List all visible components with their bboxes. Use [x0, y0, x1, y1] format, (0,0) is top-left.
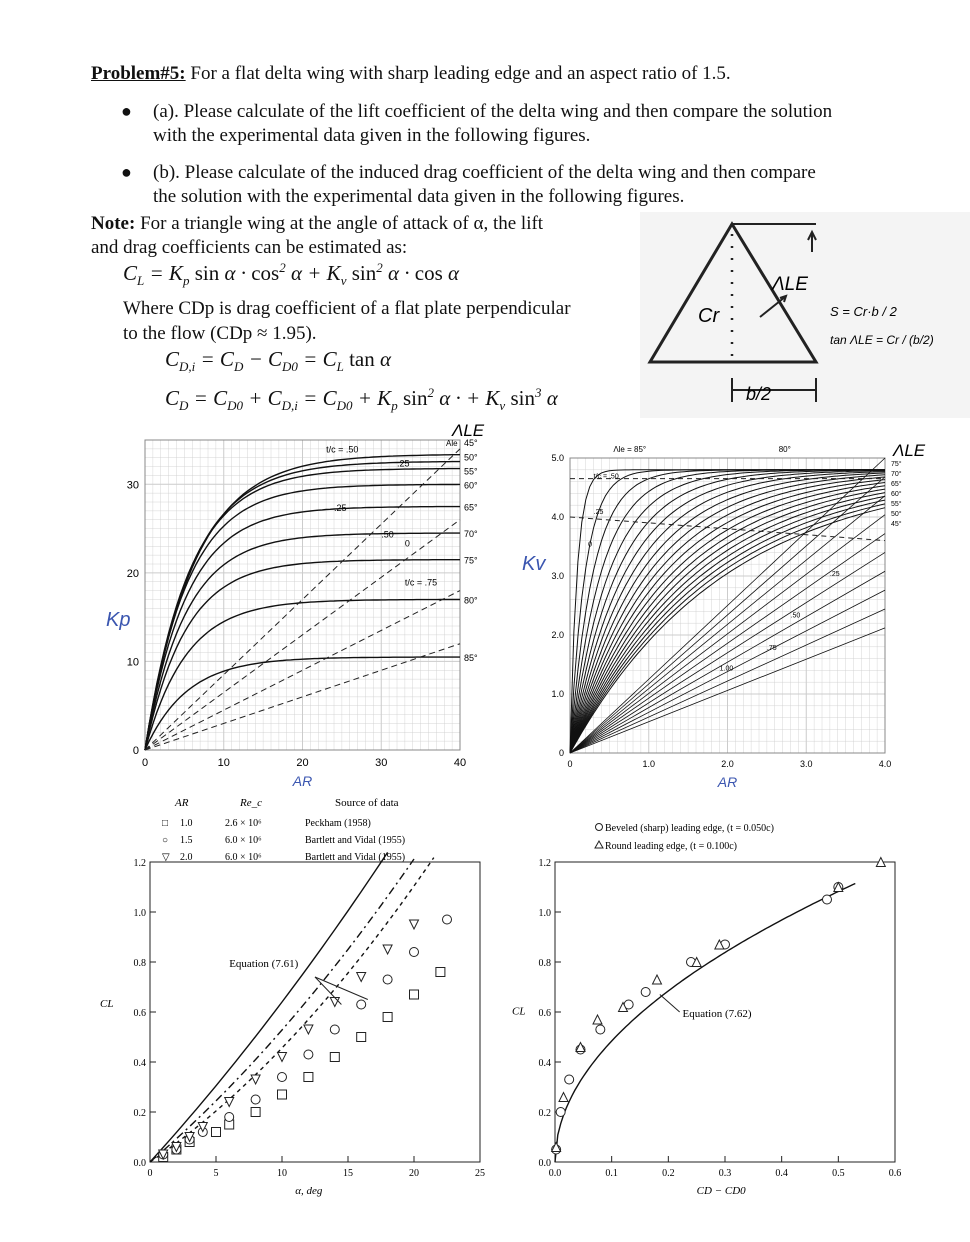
- where-line1: Where CDp is drag coefficient of a flat plate perpendicular: [123, 298, 571, 319]
- data-point: [593, 1015, 602, 1024]
- x-tick-label: 0.2: [662, 1168, 675, 1179]
- cl-drag-polar-chart: [510, 805, 915, 1197]
- data-point: [823, 895, 832, 904]
- equation-cd: $C_D = C_{D0} + C_{D,i} = C_{D0} + K_p$ $\sin^2 \alpha$ · + $K_v$ $\sin^3 \alpha$: [165, 385, 558, 414]
- legend-title: ΛLE: [452, 421, 485, 440]
- kv-series-label: 55°: [891, 501, 902, 508]
- x-tick-label: 0: [567, 759, 573, 769]
- data-point: [225, 1113, 234, 1122]
- kp-annotation: .50: [381, 529, 394, 540]
- problem-label: Problem#5:: [91, 63, 186, 84]
- data-point: [443, 915, 452, 924]
- y-axis-label: Kv: [522, 553, 546, 576]
- kv-series-label: 70°: [891, 471, 902, 478]
- table-re: 6.0 × 10⁶: [225, 835, 262, 846]
- x-tick-label: 4.0: [878, 759, 892, 769]
- bullet-dot-b: ●: [121, 162, 132, 182]
- x-tick-label: 2.0: [721, 759, 734, 769]
- kp-series-label: 65°: [464, 502, 478, 513]
- table-ar: 1.0: [180, 818, 193, 829]
- y-tick-label: 3.0: [551, 571, 564, 581]
- annotation-arrow: [315, 977, 341, 1005]
- table-header: Re_c: [240, 797, 262, 809]
- data-point: [410, 920, 419, 929]
- x-tick-label: 10: [277, 1168, 287, 1179]
- y-tick-label: 4.0: [551, 512, 564, 522]
- x-axis-label: AR: [292, 773, 313, 789]
- table-symbol: ○: [162, 835, 169, 846]
- x-tick-label: 3.0: [799, 759, 813, 769]
- data-point: [357, 1033, 366, 1042]
- half-span-label: b/2: [746, 384, 772, 404]
- data-point: [304, 1073, 313, 1082]
- y-tick-label: 1.0: [133, 908, 146, 919]
- table-source: Peckham (1958): [305, 818, 371, 829]
- data-point: [565, 1075, 574, 1084]
- table-re: 2.6 × 10⁶: [225, 818, 262, 829]
- data-point: [410, 990, 419, 999]
- data-point: [559, 1093, 568, 1102]
- note-label: Note:: [91, 213, 136, 234]
- y-tick-label: 30: [126, 479, 139, 492]
- x-tick-label: 10: [217, 757, 230, 769]
- x-tick-label: 30: [375, 757, 388, 769]
- x-tick-label: 15: [343, 1168, 353, 1179]
- kp-series-label: 55°: [464, 466, 478, 477]
- cr-label: Cr: [698, 305, 720, 327]
- x-tick-label: 40: [453, 757, 467, 769]
- x-tick-label: 0.4: [775, 1168, 788, 1179]
- table-header: Source of data: [335, 797, 399, 809]
- data-point: [357, 973, 366, 982]
- legend-circle-icon: [596, 824, 603, 831]
- bullet-b-line1: (b). Please calculate of the induced drag coefficient of the delta wing and then compare: [153, 162, 816, 183]
- kp-series-label: 50°: [464, 452, 478, 463]
- table-ar: 1.5: [180, 835, 193, 846]
- kv-series-label: 75°: [891, 461, 902, 468]
- x-tick-label: 0.5: [832, 1168, 845, 1179]
- y-tick-label: 1.2: [538, 858, 551, 869]
- x-tick-label: 0.0: [548, 1168, 562, 1179]
- kv-chart: [520, 420, 945, 790]
- table-source: Bartlett and Vidal (1955): [305, 835, 406, 846]
- sketch-background: [640, 212, 970, 418]
- data-point: [556, 1108, 565, 1117]
- kp-series-label: 80°: [464, 595, 478, 606]
- legend-subtitle: Ale: [446, 439, 458, 448]
- data-point: [383, 945, 392, 954]
- data-point: [383, 975, 392, 984]
- kv-annotation: .50: [790, 612, 801, 620]
- x-tick-label: 0: [141, 757, 149, 769]
- data-point: [410, 948, 419, 957]
- equation-cl: $C_L = K_p$ $\sin \alpha \cdot \cos^2 \alpha + K_v$ $\sin^2 \alpha \cdot \cos \alpha$: [123, 260, 460, 289]
- data-point: [304, 1050, 313, 1059]
- table-source: Bartlett and Vidal (1955): [305, 852, 406, 863]
- y-tick-label: 10: [126, 656, 139, 669]
- table-symbol: □: [162, 818, 169, 829]
- x-axis-label: CD − CD0: [696, 1185, 746, 1197]
- y-tick-label: 0.8: [538, 958, 551, 969]
- kv-series-label: 60°: [891, 491, 902, 498]
- kv-series-label: 65°: [891, 481, 902, 488]
- data-point: [436, 968, 445, 977]
- x-tick-label: 1.0: [642, 759, 656, 769]
- data-point: [596, 1025, 605, 1034]
- table-re: 6.0 × 10⁶: [225, 852, 262, 863]
- table-ar: 2.0: [180, 852, 193, 863]
- y-tick-label: 2.0: [551, 630, 564, 640]
- kv-annotation: .75: [766, 644, 777, 652]
- tan-formula: tan ΛLE = Cr / (b/2): [830, 333, 934, 347]
- kp-series-label: 75°: [464, 555, 478, 566]
- x-axis-label: AR: [717, 774, 738, 790]
- legend-item: Beveled (sharp) leading edge, (t = 0.050c): [605, 823, 774, 834]
- y-tick-label: 0.6: [538, 1008, 551, 1019]
- table-header: AR: [175, 797, 189, 809]
- data-point: [330, 1025, 339, 1034]
- equation-cdi: $C_{D,i} = C_D - C_{D0} = C_L$ tan α: [165, 347, 392, 375]
- x-tick-label: 0: [147, 1168, 153, 1179]
- y-tick-label: 0.2: [133, 1108, 146, 1119]
- kp-annotation: 0: [404, 538, 410, 549]
- equation-annotation: Equation (7.62): [682, 1008, 752, 1020]
- legend-triangle-icon: [595, 841, 603, 848]
- x-tick-label: 0.1: [605, 1168, 618, 1179]
- table-symbol: ▽: [162, 852, 170, 863]
- note-line1: [91, 212, 543, 236]
- delta-wing-sketch: [640, 212, 970, 418]
- kv-annotation: .25: [829, 571, 840, 578]
- data-point: [278, 1053, 287, 1062]
- legend-item: Round leading edge, (t = 0.100c): [605, 841, 737, 852]
- kv-top-label: Λle = 85°: [613, 445, 647, 454]
- y-tick-label: 0.0: [538, 1158, 551, 1169]
- kv-annotation: t/c = .50: [593, 473, 619, 481]
- problem-title-line: [91, 62, 731, 86]
- kv-annotation: 1.00: [719, 665, 734, 673]
- bullet-dot-a: ●: [121, 101, 132, 121]
- sweep-label: ΛLE: [772, 274, 808, 295]
- data-point: [212, 1128, 221, 1137]
- bullet-a-line1: (a). Please calculate of the lift coefficient of the delta wing and then compare the solution: [153, 101, 833, 122]
- x-tick-label: 5: [213, 1168, 219, 1179]
- note-line2: and drag coefficients can be estimated as:: [91, 237, 408, 258]
- kv-annotation: 0: [588, 541, 593, 549]
- cl-alpha-chart: [100, 792, 520, 1197]
- equation-annotation: Equation (7.61): [229, 958, 299, 970]
- kp-chart: [100, 420, 500, 789]
- y-tick-label: 1.0: [551, 689, 564, 699]
- kp-annotation: t/c = .75: [404, 577, 438, 588]
- y-tick-label: 0.2: [538, 1108, 551, 1119]
- x-tick-label: 20: [296, 757, 309, 769]
- kv-series-label: 50°: [891, 511, 902, 518]
- y-tick-label: 0: [132, 745, 139, 757]
- bullet-b-line2: the solution with the experimental data given in the following figures.: [153, 186, 685, 207]
- problem-intro: For a flat delta wing with sharp leading edge and an aspect ratio of 1.5.: [190, 63, 731, 84]
- data-point: [278, 1073, 287, 1082]
- x-tick-label: 0.3: [718, 1168, 732, 1179]
- x-tick-label: 0.6: [888, 1168, 902, 1179]
- data-point: [653, 975, 662, 984]
- kp-series-label: 85°: [464, 653, 478, 663]
- data-point: [330, 1053, 339, 1062]
- y-tick-label: 1.0: [538, 908, 551, 919]
- kv-top-label: 80°: [778, 445, 791, 454]
- kp-series-label: 70°: [464, 529, 478, 539]
- y-tick-label: 5.0: [551, 453, 564, 463]
- y-axis-label: CL: [512, 1005, 526, 1018]
- note-text-1: For a triangle wing at the angle of attack of α, the lift: [140, 213, 544, 234]
- kp-series-label: 60°: [464, 480, 478, 491]
- y-axis-label: CL: [100, 998, 114, 1010]
- data-point: [251, 1075, 260, 1084]
- kp-series-label: 45°: [464, 438, 478, 449]
- x-axis-label: α, deg: [295, 1185, 323, 1197]
- data-point: [304, 1025, 313, 1034]
- data-point: [641, 988, 650, 997]
- y-tick-label: 0.4: [133, 1058, 146, 1069]
- kv-series-label: 45°: [891, 521, 902, 528]
- equation-curve: [150, 852, 388, 1162]
- bullet-a-line2: with the experimental data given in the following figures.: [153, 125, 591, 146]
- where-line2: to the flow (CDp ≈ 1.95).: [123, 323, 317, 344]
- y-tick-label: 20: [126, 567, 139, 580]
- kv-annotation: .25: [593, 509, 604, 517]
- x-tick-label: 25: [475, 1168, 485, 1179]
- y-tick-label: 0.0: [133, 1158, 146, 1169]
- annotation-arrow: [660, 995, 680, 1013]
- data-point: [251, 1108, 260, 1117]
- y-tick-label: 1.2: [133, 858, 146, 869]
- kp-annotation: .25: [397, 458, 410, 469]
- y-tick-label: 0.4: [538, 1058, 551, 1069]
- data-point: [251, 1095, 260, 1104]
- kp-annotation: .25: [334, 502, 347, 513]
- y-tick-label: 0: [558, 748, 564, 758]
- data-point: [278, 1090, 287, 1099]
- kp-annotation: t/c = .50: [326, 444, 359, 455]
- y-axis-label: Kp: [106, 609, 131, 631]
- data-point: [383, 1013, 392, 1022]
- y-tick-label: 0.6: [133, 1008, 146, 1019]
- y-tick-label: 0.8: [133, 958, 146, 969]
- legend-title: ΛLE: [893, 441, 926, 460]
- data-point: [330, 998, 339, 1007]
- x-tick-label: 20: [409, 1168, 419, 1179]
- area-formula: S = Cr·b / 2: [830, 304, 897, 319]
- data-point: [357, 1000, 366, 1009]
- equation-curve: [150, 858, 434, 1162]
